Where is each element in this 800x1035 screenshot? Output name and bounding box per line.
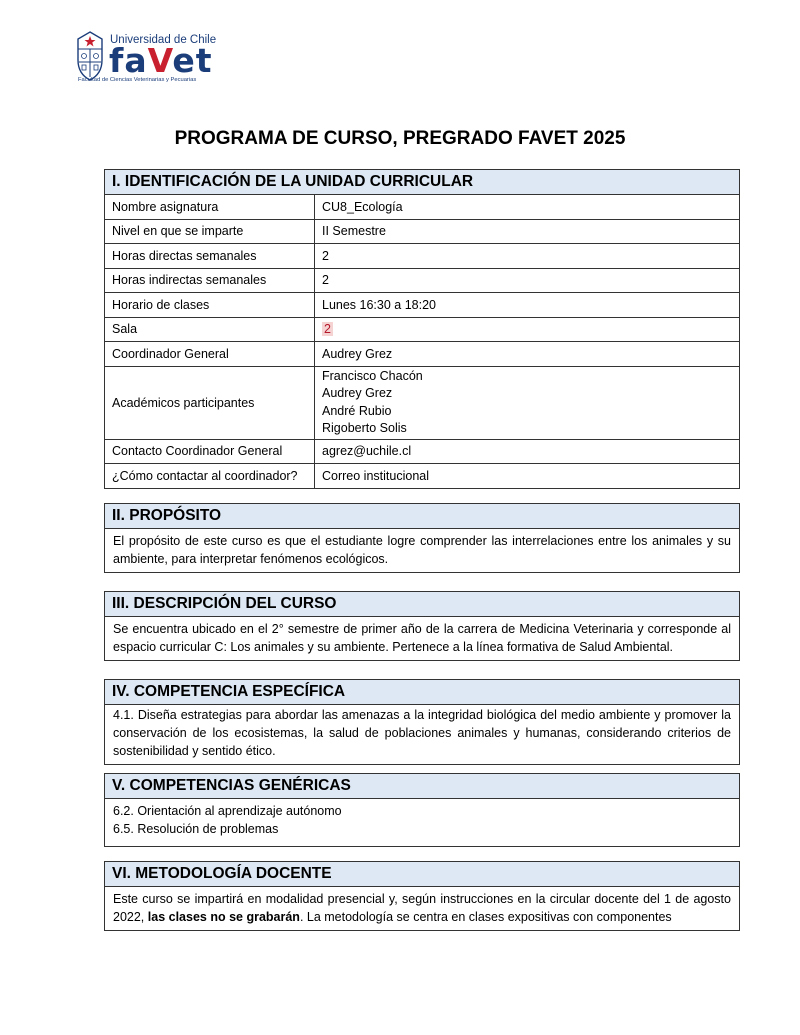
table-row bbox=[105, 366, 739, 439]
section-metodologia bbox=[104, 861, 740, 931]
section-list bbox=[105, 799, 739, 846]
identification-table bbox=[105, 195, 739, 488]
table-row bbox=[105, 244, 739, 269]
list-item: 6.2. Orientación al aprendizaje autónomo bbox=[113, 804, 342, 818]
brand-name: faVet bbox=[109, 41, 213, 80]
section-competencia-especifica bbox=[104, 679, 740, 765]
section-heading: VI. METODOLOGÍA DOCENTE bbox=[105, 862, 739, 887]
row-label: Sala bbox=[105, 317, 315, 342]
section-text: 4.1. Diseña estrategias para abordar las amenazas a la integridad biológica del medio ambiente y promover la conservación de los ecosistemas, la salud de poblaciones animales y humanas, considerando criterios de sostenibilidad y sentido ético. bbox=[113, 708, 731, 758]
row-label: Nombre asignatura bbox=[105, 195, 315, 219]
page-title: PROGRAMA DE CURSO, PREGRADO FAVET 2025 bbox=[174, 128, 626, 149]
row-label: Académicos participantes bbox=[105, 366, 315, 439]
table-row bbox=[105, 439, 739, 464]
favet-logo bbox=[76, 30, 236, 88]
row-value bbox=[315, 317, 740, 342]
row-value: Audrey Grez bbox=[315, 342, 740, 367]
coordinator-email: agrez@uchile.cl bbox=[315, 439, 740, 464]
section-competencias-genericas bbox=[104, 773, 740, 847]
table-row bbox=[105, 317, 739, 342]
row-label: Nivel en que se imparte bbox=[105, 219, 315, 244]
faculty-name: Facultad de Ciencias Veterinarias y Pecuarias bbox=[78, 77, 197, 83]
table-row bbox=[105, 195, 739, 219]
row-value bbox=[315, 366, 740, 439]
section-text: El propósito de este curso es que el estudiante logre comprender las interrelaciones entre los animales y su ambiente, para interpretar fenómenos ecológicos. bbox=[113, 534, 731, 566]
row-value: Correo institucional bbox=[315, 464, 740, 488]
section-text: Este curso se impartirá en modalidad presencial y, según instrucciones en la circular docente del 1 de agosto 2022, las clases no se grabarán. La metodología se centra en clases expositivas con componentes bbox=[113, 892, 731, 924]
section-heading: III. DESCRIPCIÓN DEL CURSO bbox=[105, 592, 739, 617]
list-item: 6.5. Resolución de problemas bbox=[113, 822, 279, 836]
section-text: Se encuentra ubicado en el 2° semestre de primer año de la carrera de Medicina Veterinaria y corresponde al espacio curricular C: Los animales y su ambiente. Pertenece a la línea formativa de Salud Ambiental. bbox=[113, 622, 731, 654]
academic-name: Audrey Grez bbox=[322, 386, 393, 400]
row-value: 2 bbox=[315, 268, 740, 293]
academic-name: Francisco Chacón bbox=[322, 368, 423, 383]
table-row bbox=[105, 342, 739, 367]
academic-name: André Rubio bbox=[322, 403, 392, 418]
table-row bbox=[105, 219, 739, 244]
row-label: Horario de clases bbox=[105, 293, 315, 318]
row-value: 2 bbox=[315, 244, 740, 269]
section-heading: I. IDENTIFICACIÓN DE LA UNIDAD CURRICULAR bbox=[105, 170, 739, 195]
section-heading: IV. COMPETENCIA ESPECÍFICA bbox=[105, 680, 739, 705]
table-row bbox=[105, 293, 739, 318]
section-proposito bbox=[104, 503, 740, 573]
row-value: Lunes 16:30 a 18:20 bbox=[315, 293, 740, 318]
row-label: Horas directas semanales bbox=[105, 244, 315, 269]
row-value: CU8_Ecología bbox=[322, 199, 403, 214]
row-label: ¿Cómo contactar al coordinador? bbox=[105, 464, 315, 488]
row-value: II Semestre bbox=[315, 219, 740, 244]
row-label: Horas indirectas semanales bbox=[105, 268, 315, 293]
row-label: Contacto Coordinador General bbox=[105, 439, 315, 464]
section-descripcion bbox=[104, 591, 740, 661]
table-row bbox=[105, 464, 739, 488]
academic-name: Rigoberto Solis bbox=[322, 421, 407, 435]
row-label: Coordinador General bbox=[105, 342, 315, 367]
table-row bbox=[105, 268, 739, 293]
university-name: Universidad de Chile bbox=[110, 34, 217, 46]
section-heading: II. PROPÓSITO bbox=[105, 504, 739, 529]
sala-highlight: 2 bbox=[324, 322, 331, 337]
bold-notice: las clases no se grabarán bbox=[147, 910, 300, 924]
section-heading: V. COMPETENCIAS GENÉRICAS bbox=[105, 774, 739, 799]
university-crest-icon bbox=[76, 30, 104, 82]
section-identificacion bbox=[104, 169, 740, 489]
